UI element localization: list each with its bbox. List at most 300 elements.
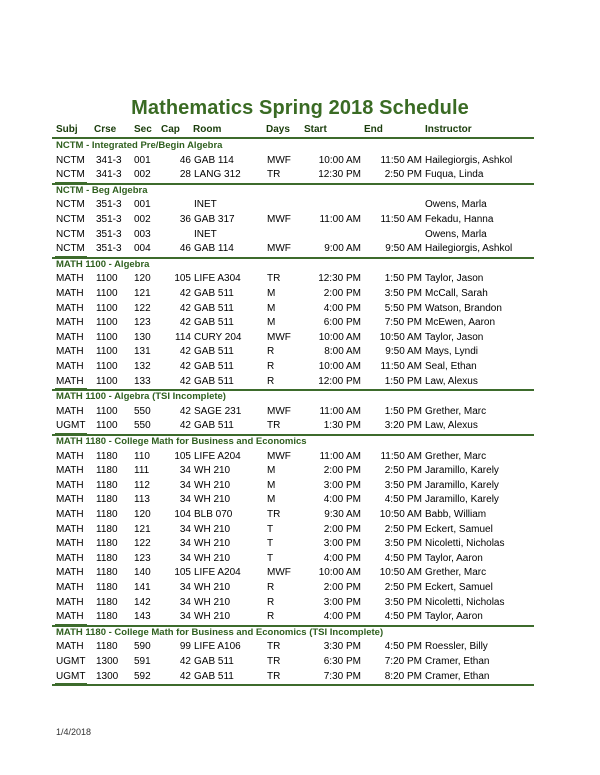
cell-crse: 1180 [96,494,118,506]
cell-room: INET [194,228,217,240]
cell-room: GAB 114 [194,154,234,166]
cell-subj: MATH [56,288,84,299]
cell-days: TR [267,169,281,181]
cell-end: 2:50 PM [384,169,422,181]
col-crse: Crse [94,124,117,135]
cell-room: WH 210 [194,465,231,477]
cell-instructor: Taylor, Jason [425,273,484,285]
cell-sec: 140 [134,567,151,579]
cell-room: GAB 511 [194,420,234,432]
cell-sec: 592 [134,670,151,682]
cell-instructor: Owens, Marla [425,199,487,211]
cell-end: 10:50 AM [379,331,422,343]
cell-room: INET [194,199,217,211]
cell-cap: 34 [179,582,191,593]
cell-days: MWF [267,243,291,255]
cell-start: 1:30 PM [323,420,361,432]
cell-crse: 1180 [96,641,118,653]
cell-days: TR [267,641,281,653]
cell-sec: 120 [134,273,151,285]
col-end: End [364,124,383,135]
cell-subj: MATH [56,552,84,564]
cell-cap: 42 [179,317,191,329]
col-sec: Sec [134,124,152,135]
cell-end: 2:50 PM [384,523,422,535]
cell-crse: 351-3 [96,199,122,211]
cell-sec: 142 [134,596,151,608]
cell-days: M [267,288,276,299]
cell-end: 9:50 AM [385,346,422,358]
cell-room: WH 210 [194,552,231,564]
cell-room: LANG 312 [194,169,241,181]
cell-instructor: Nicoletti, Nicholas [425,538,505,550]
cell-sec: 550 [134,420,151,432]
cell-days: MWF [267,214,291,225]
cell-end: 1:50 PM [384,273,422,285]
cell-subj: MATH [56,509,84,520]
cell-start: 6:00 PM [323,317,361,329]
cell-start: 2:00 PM [323,288,361,299]
cell-sec: 122 [134,538,151,550]
cell-crse: 1180 [96,479,118,491]
cell-cap: 105 [174,273,191,285]
cell-subj: UGMT [56,420,86,432]
cell-room: LIFE A304 [194,273,241,285]
cell-instructor: Babb, William [425,509,487,520]
cell-start: 9:00 AM [324,243,361,255]
cell-subj: MATH [56,302,84,314]
cell-room: GAB 317 [194,214,235,225]
cell-subj: NCTM [56,243,85,255]
cell-crse: 1100 [96,375,118,387]
cell-days: TR [267,273,281,285]
cell-start: 10:00 AM [318,361,361,372]
cell-days: MWF [267,450,291,462]
cell-days: R [267,346,275,358]
cell-subj: MATH [56,494,84,506]
cell-room: GAB 511 [194,656,234,667]
cell-room: GAB 511 [194,302,234,314]
cell-room: WH 210 [194,494,231,506]
cell-crse: 351-3 [96,214,122,225]
cell-instructor: Law, Alexus [425,375,478,387]
cell-subj: NCTM [56,228,85,240]
cell-days: T [267,538,274,550]
cell-instructor: Hailegiorgis, Ashkol [425,154,513,166]
cell-instructor: Cramer, Ethan [425,656,490,667]
cell-end: 4:50 PM [384,641,422,653]
cell-sec: 130 [134,331,151,343]
cell-instructor: Watson, Brandon [425,302,502,314]
cell-sec: 122 [134,302,151,314]
cell-room: BLB 070 [194,509,233,520]
cell-start: 2:00 PM [323,582,361,593]
cell-days: TR [267,509,281,520]
cell-start: 7:30 PM [323,670,361,682]
cell-instructor: Eckert, Samuel [425,523,493,535]
table-row [0,406,600,421]
cell-start: 11:00 AM [319,405,361,417]
cell-instructor: Grether, Marc [425,567,487,579]
cell-room: WH 210 [194,523,231,535]
table-row [0,317,600,332]
cell-subj: NCTM [56,199,85,211]
cell-start: 3:00 PM [323,538,361,550]
cell-sec: 001 [134,199,151,211]
cell-end: 3:50 PM [384,288,422,299]
cell-days: TR [267,420,281,432]
cell-subj: MATH [56,361,84,372]
cell-cap: 42 [179,361,191,372]
cell-cap: 104 [174,509,191,520]
cell-instructor: Cramer, Ethan [425,670,490,682]
table-row [0,553,600,568]
cell-cap: 42 [179,346,191,358]
cell-end: 4:50 PM [384,552,422,564]
cell-room: CURY 204 [194,331,242,343]
cell-room: LIFE A204 [194,450,241,462]
cell-cap: 114 [175,331,191,343]
cell-crse: 1180 [96,567,118,579]
cell-end: 11:50 AM [380,154,422,166]
cell-start: 9:30 AM [324,509,361,520]
cell-instructor: Hailegiorgis, Ashkol [425,243,513,255]
cell-instructor: Taylor, Aaron [425,552,483,564]
cell-cap: 42 [179,420,191,432]
cell-instructor: Jaramillo, Karely [425,479,499,491]
cell-subj: NCTM [56,214,85,225]
cell-sec: 123 [134,317,151,329]
table-row [0,229,600,244]
cell-room: SAGE 231 [194,405,242,417]
cell-end: 1:50 PM [384,375,422,387]
cell-room: LIFE A204 [194,567,241,579]
cell-end: 8:20 PM [384,670,422,682]
table-row [0,538,600,553]
cell-instructor: Eckert, Samuel [425,582,493,593]
cell-room: GAB 511 [194,288,234,299]
cell-subj: MATH [56,582,84,593]
cell-days: M [267,465,276,477]
cell-sec: 120 [134,509,151,520]
cell-instructor: Grether, Marc [425,405,487,417]
cell-cap: 42 [179,405,191,417]
cell-crse: 1180 [96,465,118,477]
cell-sec: 121 [134,523,151,535]
cell-cap: 46 [179,154,191,166]
cell-days: M [267,479,276,491]
cell-start: 10:00 AM [318,567,361,579]
cell-crse: 1180 [96,450,118,462]
cell-days: T [267,552,274,564]
cell-sec: 141 [134,582,151,593]
cell-room: WH 210 [194,479,231,491]
cell-cap: 28 [179,169,191,181]
cell-instructor: Owens, Marla [425,228,487,240]
cell-room: GAB 511 [194,317,234,329]
cell-cap: 46 [179,243,191,255]
cell-subj: MATH [56,405,84,417]
cell-end: 10:50 AM [379,567,422,579]
cell-crse: 351-3 [96,243,122,255]
cell-days: MWF [267,567,291,579]
cell-start: 6:30 PM [323,656,361,667]
cell-sec: 550 [134,405,151,417]
col-start: Start [304,124,327,135]
cell-start: 12:30 PM [318,169,361,181]
cell-crse: 1180 [96,523,118,535]
cell-subj: MATH [56,641,84,653]
section-heading: MATH 1180 - College Math for Business and Economics [56,436,307,447]
cell-end: 11:50 AM [380,361,422,372]
cell-days: M [267,302,276,314]
cell-sec: 121 [134,288,151,299]
cell-start: 10:00 AM [318,331,361,343]
cell-start: 4:00 PM [323,302,361,314]
cell-instructor: Law, Alexus [425,420,478,432]
cell-days: MWF [267,405,291,417]
cell-start: 11:00 AM [319,450,361,462]
cell-instructor: Fuqua, Linda [425,169,484,181]
cell-sec: 143 [134,611,151,623]
column-header-row [0,124,600,138]
cell-crse: 1100 [96,331,118,343]
cell-crse: 1180 [96,509,118,520]
table-row [0,480,600,495]
cell-instructor: Mays, Lyndi [425,346,478,358]
cell-instructor: McEwen, Aaron [425,317,496,329]
section-heading: MATH 1100 - Algebra (TSI Incomplete) [56,391,226,403]
cell-subj: MATH [56,450,84,462]
table-row [0,524,600,539]
cell-sec: 003 [134,228,151,240]
section-heading: MATH 1100 - Algebra [56,258,150,270]
table-row [0,494,600,509]
cell-cap: 99 [179,641,191,653]
cell-room: WH 210 [194,538,231,550]
table-row [0,641,600,656]
cell-instructor: Jaramillo, Karely [425,465,499,477]
cell-subj: UGMT [56,670,86,682]
cell-room: GAB 114 [194,243,234,255]
cell-sec: 113 [134,494,150,506]
cell-days: R [267,361,275,372]
cell-subj: NCTM [56,169,85,181]
cell-cap: 34 [179,552,191,564]
cell-sec: 112 [134,479,150,491]
cell-end: 7:20 PM [384,656,422,667]
cell-crse: 1100 [96,346,118,358]
cell-days: M [267,317,276,329]
cell-end: 3:20 PM [384,420,422,432]
cell-sec: 004 [134,243,151,255]
table-row [0,155,600,170]
cell-crse: 351-3 [96,228,122,240]
cell-end: 2:50 PM [384,465,422,477]
cell-instructor: Taylor, Aaron [425,611,483,623]
cell-start: 12:00 PM [318,375,361,387]
table-row [0,451,600,466]
cell-subj: MATH [56,567,84,579]
cell-end: 1:50 PM [384,405,422,417]
section-heading: NCTM - Beg Algebra [56,184,148,196]
cell-crse: 1100 [96,273,118,285]
cell-days: R [267,582,275,593]
table-row [0,509,600,524]
table-row [0,465,600,480]
cell-end: 11:50 AM [380,214,422,225]
table-row [0,288,600,303]
cell-start: 10:00 AM [318,154,361,166]
table-row [0,214,600,229]
cell-room: WH 210 [194,596,231,608]
cell-crse: 1300 [96,670,119,682]
cell-start: 8:00 AM [324,346,361,358]
cell-start: 12:30 PM [318,273,361,285]
cell-start: 2:00 PM [323,465,361,477]
cell-crse: 1100 [96,302,118,314]
cell-instructor: Fekadu, Hanna [425,214,494,225]
cell-room: LIFE A106 [194,641,241,653]
cell-sec: 590 [134,641,151,653]
table-row [0,361,600,376]
cell-sec: 131 [134,346,151,358]
cell-start: 3:00 PM [323,596,361,608]
cell-end: 4:50 PM [384,494,422,506]
cell-subj: MATH [56,523,84,535]
cell-start: 4:00 PM [323,494,361,506]
cell-days: TR [267,656,281,667]
cell-sec: 132 [134,361,151,372]
cell-end: 3:50 PM [384,538,422,550]
cell-end: 7:50 PM [384,317,422,329]
cell-room: WH 210 [194,582,231,593]
cell-crse: 1100 [96,317,118,329]
col-cap: Cap [161,124,180,135]
cell-room: GAB 511 [194,361,234,372]
cell-sec: 591 [134,656,151,667]
col-room: Room [193,124,222,135]
cell-days: M [267,494,276,506]
table-row [0,582,600,597]
table-row [0,656,600,671]
cell-cap: 34 [179,596,191,608]
cell-start: 4:00 PM [323,611,361,623]
section-heading: NCTM - Integrated Pre/Begin Algebra [56,140,223,151]
cell-subj: MATH [56,596,84,608]
cell-instructor: Jaramillo, Karely [425,494,499,506]
cell-crse: 1300 [96,656,119,667]
cell-cap: 105 [174,567,191,579]
cell-subj: UGMT [56,656,86,667]
cell-sec: 002 [134,214,151,225]
cell-cap: 34 [179,538,191,550]
cell-subj: MATH [56,611,84,623]
cell-crse: 341-3 [96,154,122,166]
section-rule [52,684,534,686]
cell-subj: MATH [56,538,84,550]
cell-cap: 42 [179,288,191,299]
section-heading: MATH 1180 - College Math for Business and Economics (TSI Incomplete) [56,626,384,638]
cell-start: 2:00 PM [323,523,361,535]
cell-subj: MATH [56,273,84,285]
cell-sec: 111 [134,465,150,477]
col-days: Days [266,124,290,135]
cell-cap: 42 [179,375,191,387]
cell-subj: MATH [56,465,84,477]
page-title: Mathematics Spring 2018 Schedule [131,97,469,119]
cell-end: 3:50 PM [384,479,422,491]
cell-days: MWF [267,331,291,343]
cell-cap: 34 [179,611,191,623]
table-row [0,346,600,361]
table-row [0,303,600,318]
cell-room: GAB 511 [194,670,234,682]
cell-end: 11:50 AM [380,450,422,462]
col-instructor: Instructor [425,124,472,135]
cell-sec: 133 [134,375,151,387]
cell-room: WH 210 [194,611,231,623]
cell-room: GAB 511 [194,346,234,358]
cell-subj: MATH [56,317,84,329]
col-subj: Subj [56,124,78,135]
header-rule [52,137,534,139]
cell-crse: 1180 [96,611,118,623]
table-row [0,199,600,214]
cell-subj: MATH [56,479,84,491]
cell-cap: 105 [174,450,191,462]
cell-end: 9:50 AM [385,243,422,255]
cell-sec: 001 [134,154,151,166]
cell-days: TR [267,670,281,682]
cell-cap: 42 [179,302,191,314]
table-row [0,597,600,612]
cell-end: 2:50 PM [384,582,422,593]
cell-instructor: Taylor, Jason [425,331,484,343]
cell-days: R [267,611,275,623]
cell-instructor: Nicoletti, Nicholas [425,596,505,608]
cell-room: GAB 511 [194,375,234,387]
cell-instructor: Seal, Ethan [425,361,477,372]
cell-cap: 34 [179,523,191,535]
table-row [0,273,600,288]
cell-crse: 1180 [96,552,118,564]
cell-instructor: McCall, Sarah [425,288,488,299]
cell-end: 4:50 PM [384,611,422,623]
cell-subj: MATH [56,375,84,387]
cell-start: 3:30 PM [323,641,361,653]
cell-instructor: Grether, Marc [425,450,487,462]
cell-sec: 123 [134,552,151,564]
table-row [0,567,600,582]
cell-crse: 1100 [96,361,118,372]
table-row [0,332,600,347]
cell-days: T [267,523,274,535]
cell-sec: 002 [134,169,151,181]
cell-end: 10:50 AM [379,509,422,520]
cell-instructor: Roessler, Billy [425,641,488,653]
cell-cap: 34 [179,465,191,477]
cell-cap: 36 [179,214,191,225]
cell-days: MWF [267,154,291,166]
cell-cap: 34 [179,494,191,506]
footer-date: 1/4/2018 [56,727,92,737]
cell-cap: 34 [179,479,191,491]
cell-start: 4:00 PM [323,552,361,564]
cell-crse: 1180 [96,538,118,550]
cell-subj: MATH [56,331,84,343]
cell-days: R [267,596,275,608]
